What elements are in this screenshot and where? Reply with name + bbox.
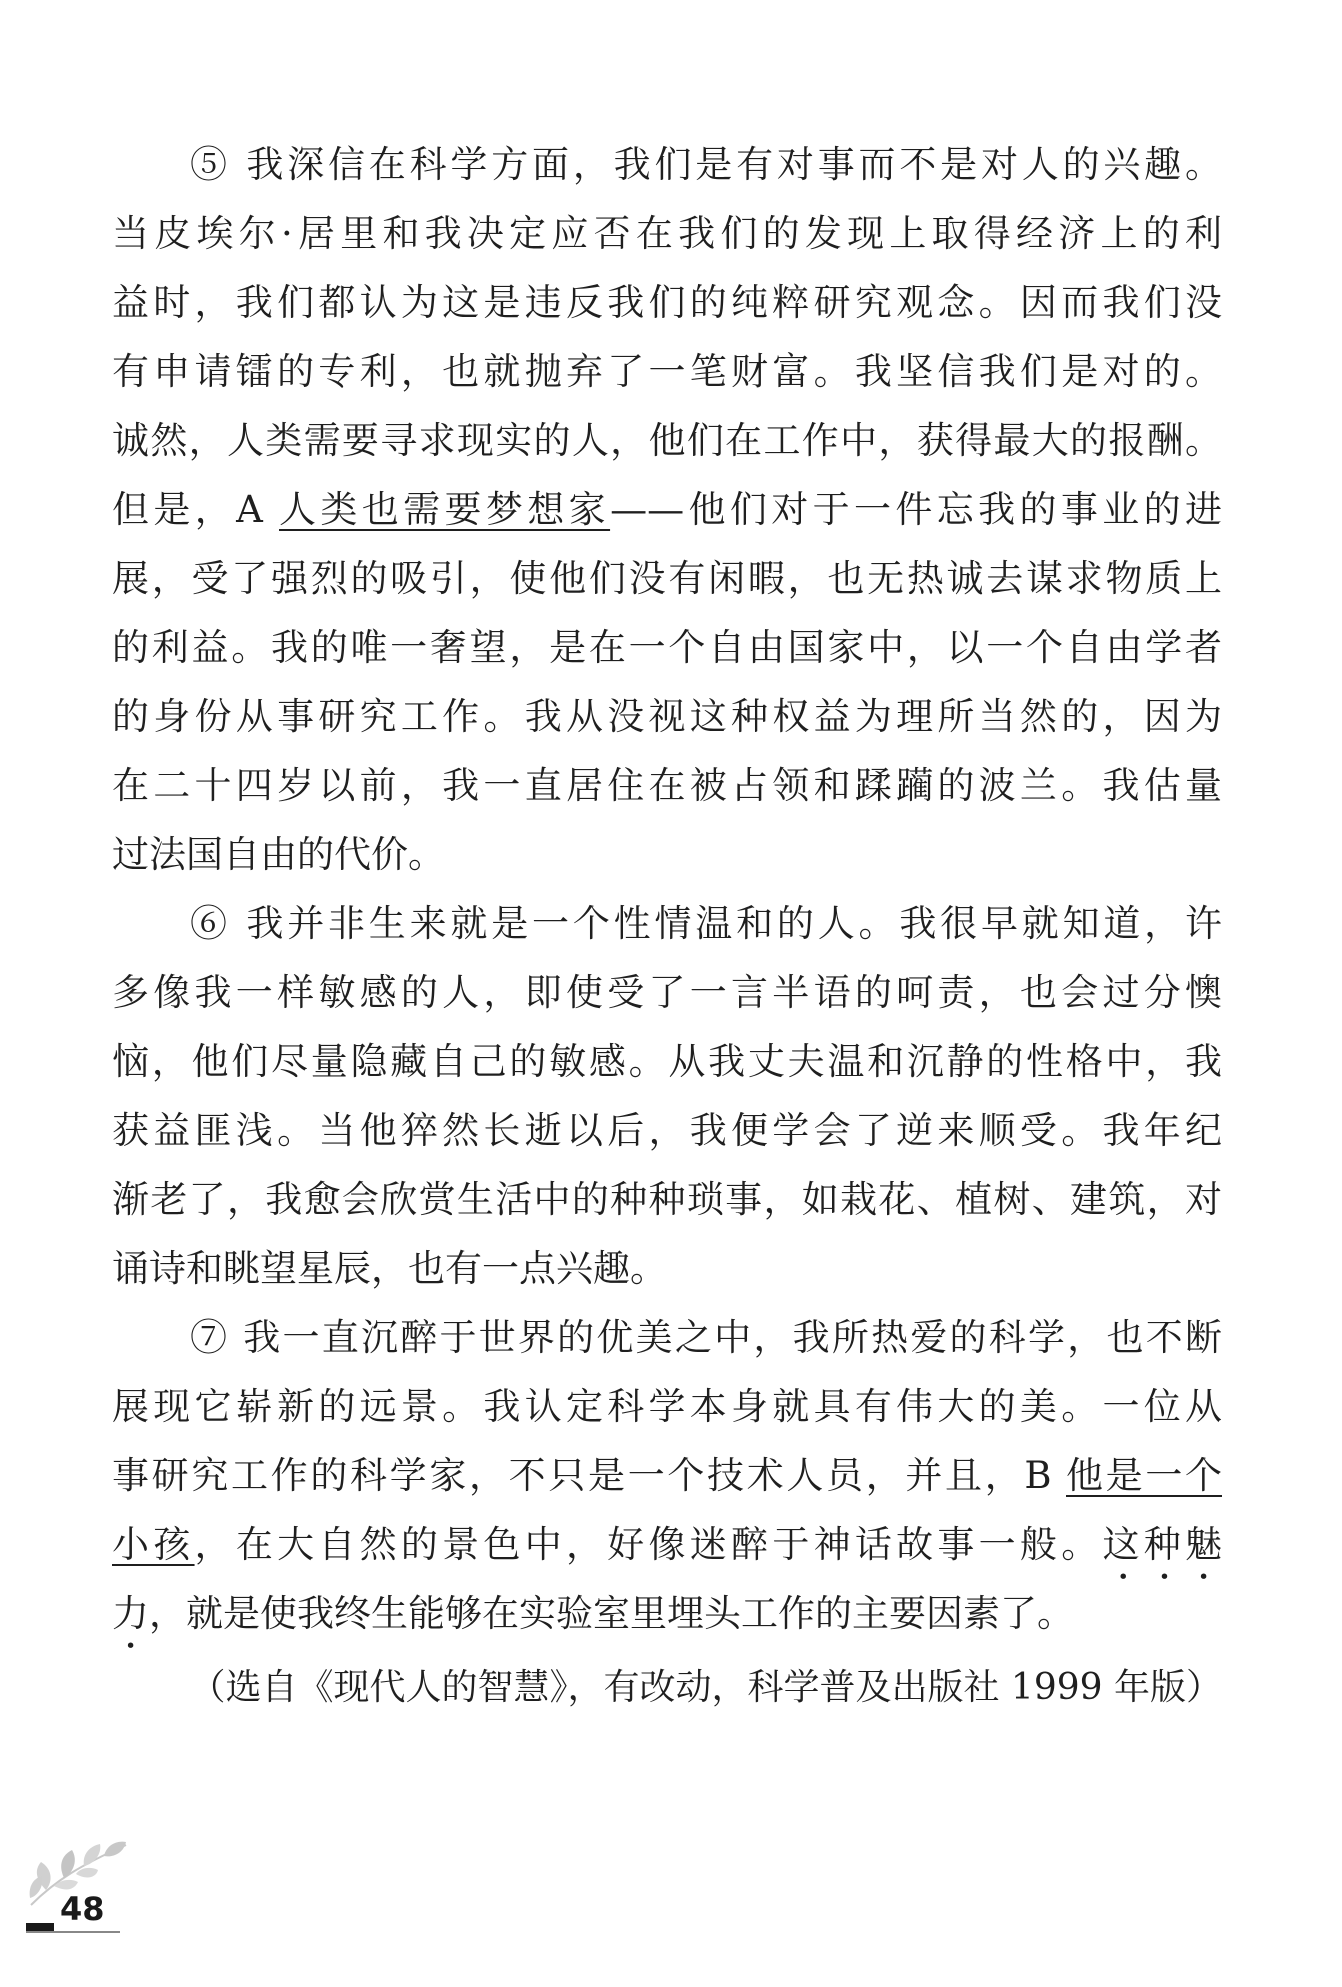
- paragraph-5-line: 过法国自由的代价。: [112, 833, 445, 876]
- paragraph-7-line: 展现它崭新的远景。我认定科学本身就具有伟大的美。一位从: [112, 1385, 1222, 1428]
- paragraph-5-line: 诚然，人类需要寻求现实的人，他们在工作中，获得最大的报酬。: [112, 419, 1222, 462]
- paragraph-6-line: 获益匪浅。当他猝然长逝以后，我便学会了逆来顺受。我年纪: [112, 1109, 1222, 1152]
- underlined-sentence-b-continued: 小孩: [112, 1523, 195, 1566]
- paragraph-6-line: 诵诗和眺望星辰，也有一点兴趣。: [112, 1247, 667, 1290]
- paragraph-6-line: 多像我一样敏感的人，即使受了一言半语的呵责，也会过分懊: [112, 971, 1222, 1014]
- page-number-marker: [26, 1923, 54, 1931]
- paragraph-5-line: ⑤ 我深信在科学方面，我们是有对事而不是对人的兴趣。: [190, 143, 1222, 186]
- article-body: [112, 130, 1222, 1648]
- paragraph-6-line: 恼，他们尽量隐藏自己的敏感。从我丈夫温和沉静的性格中，我: [112, 1040, 1222, 1083]
- paragraph-5-line: [112, 475, 1222, 544]
- emphasized-phrase-continued: 力: [112, 1592, 149, 1635]
- line-text: ——他们对于一件忘我的事业的进: [610, 488, 1222, 531]
- source-citation: （选自《现代人的智慧》，有改动，科学普及出版社 1999 年版）: [189, 1667, 1222, 1708]
- paragraph-5-line: 当皮埃尔·居里和我决定应否在我们的发现上取得经济上的利: [112, 212, 1222, 255]
- line-text: ，在大自然的景色中，好像迷醉于神话故事一般。: [194, 1523, 1103, 1566]
- line-text: ，就是使我终生能够在实验室里埋头工作的主要因素了。: [149, 1592, 1074, 1635]
- paragraph-5-line: 的利益。我的唯一奢望，是在一个自由国家中，以一个自由学者: [112, 626, 1222, 669]
- label-a-prefix: 但是，A: [112, 488, 280, 531]
- underlined-sentence-b: 他是一个: [1066, 1454, 1222, 1497]
- paragraph-7-line: [112, 1510, 1222, 1579]
- paragraph-5-line: 在二十四岁以前，我一直居住在被占领和蹂躏的波兰。我估量: [112, 764, 1222, 807]
- underlined-sentence-a: 人类也需要梦想家: [279, 488, 611, 531]
- label-b-prefix: 事研究工作的科学家，不只是一个技术人员，并且，B: [112, 1454, 1066, 1497]
- paragraph-7-line: [112, 1441, 1222, 1510]
- paragraph-6-line: ⑥ 我并非生来就是一个性情温和的人。我很早就知道，许: [190, 902, 1222, 945]
- page-number: 48: [60, 1890, 105, 1928]
- paragraph-5-line: 益时，我们都认为这是违反我们的纯粹研究观念。因而我们没: [112, 281, 1222, 324]
- paragraph-5-line: 展，受了强烈的吸引，使他们没有闲暇，也无热诚去谋求物质上: [112, 557, 1222, 600]
- paragraph-5-line: 有申请镭的专利，也就抛弃了一笔财富。我坚信我们是对的。: [112, 350, 1222, 393]
- paragraph-5-line: 的身份从事研究工作。我从没视这种权益为理所当然的，因为: [112, 695, 1222, 738]
- page-number-rule: [26, 1931, 120, 1933]
- paragraph-7-line: [112, 1579, 1222, 1648]
- paragraph-7-line: ⑦ 我一直沉醉于世界的优美之中，我所热爱的科学，也不断: [190, 1316, 1222, 1359]
- emphasized-phrase: 这种魅: [1102, 1523, 1222, 1566]
- paragraph-6-line: 渐老了，我愈会欣赏生活中的种种琐事，如栽花、植树、建筑，对: [112, 1178, 1222, 1221]
